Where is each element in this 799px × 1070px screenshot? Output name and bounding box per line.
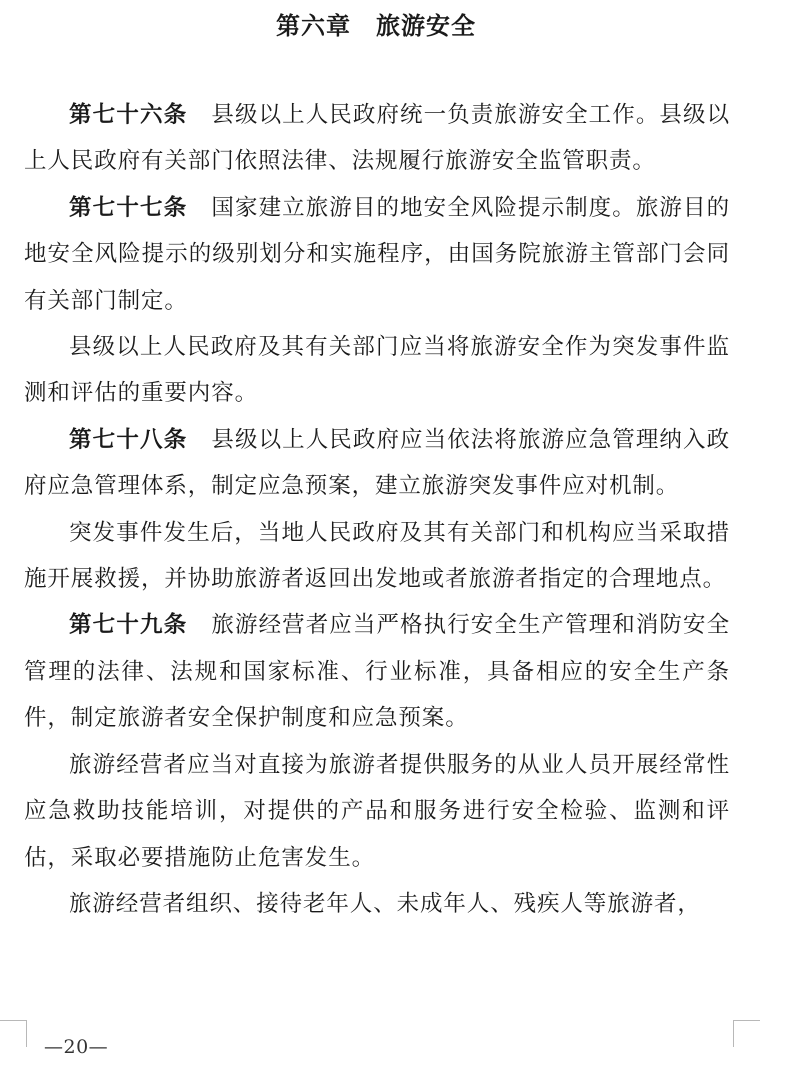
article-number: 第七十七条 [69, 194, 188, 221]
paragraph [24, 881, 730, 927]
paragraph [24, 417, 730, 510]
paragraph [24, 92, 730, 185]
paragraph [24, 742, 730, 881]
paragraph [24, 185, 730, 324]
paragraph [24, 324, 730, 417]
article-number: 第七十九条 [69, 612, 188, 639]
article-number: 第七十六条 [69, 102, 188, 128]
document-body [24, 92, 730, 927]
paragraph-text: 县级以上人民政府统一负责旅游安全工作。县级以上人民政府有关部门依照法律、法规履行旅游安全监管职责。 [24, 102, 730, 175]
paragraph [24, 602, 730, 741]
paragraph-text: 县级以上人民政府及其有关部门应当将旅游安全作为突发事件监测和评估的重要内容。 [24, 334, 730, 407]
paragraph-text: 旅游经营者应当严格执行安全生产管理和消防安全管理的法律、法规和国家标准、行业标准，具备相应的安全生产条件，制定旅游者安全保护制度和应急预案。 [24, 612, 730, 732]
page-number: —20— [44, 1036, 109, 1058]
paragraph-text: 突发事件发生后，当地人民政府及其有关部门和机构应当采取措施开展救援，并协助旅游者返回出发地或者旅游者指定的合理地点。 [24, 519, 730, 593]
chapter-title: 第六章 旅游安全 [276, 12, 476, 40]
paragraph-text: 县级以上人民政府应当依法将旅游应急管理纳入政府应急管理体系，制定应急预案，建立旅游突发事件应对机制。 [24, 426, 730, 500]
paragraph-text: 国家建立旅游目的地安全风险提示制度。旅游目的地安全风险提示的级别划分和实施程序，由国务院旅游主管部门会同有关部门制定。 [24, 194, 730, 314]
paragraph-text: 旅游经营者组织、接待老年人、未成年人、残疾人等旅游者， [69, 890, 701, 917]
paragraph-text: 旅游经营者应当对直接为旅游者提供服务的从业人员开展经常性应急救助技能培训，对提供的产品和服务进行安全检验、监测和评估，采取必要措施防止危害发生。 [24, 751, 730, 871]
paragraph [24, 510, 730, 603]
crop-mark-left [0, 1020, 27, 1047]
crop-mark-right [733, 1020, 760, 1047]
article-number: 第七十八条 [69, 426, 188, 453]
